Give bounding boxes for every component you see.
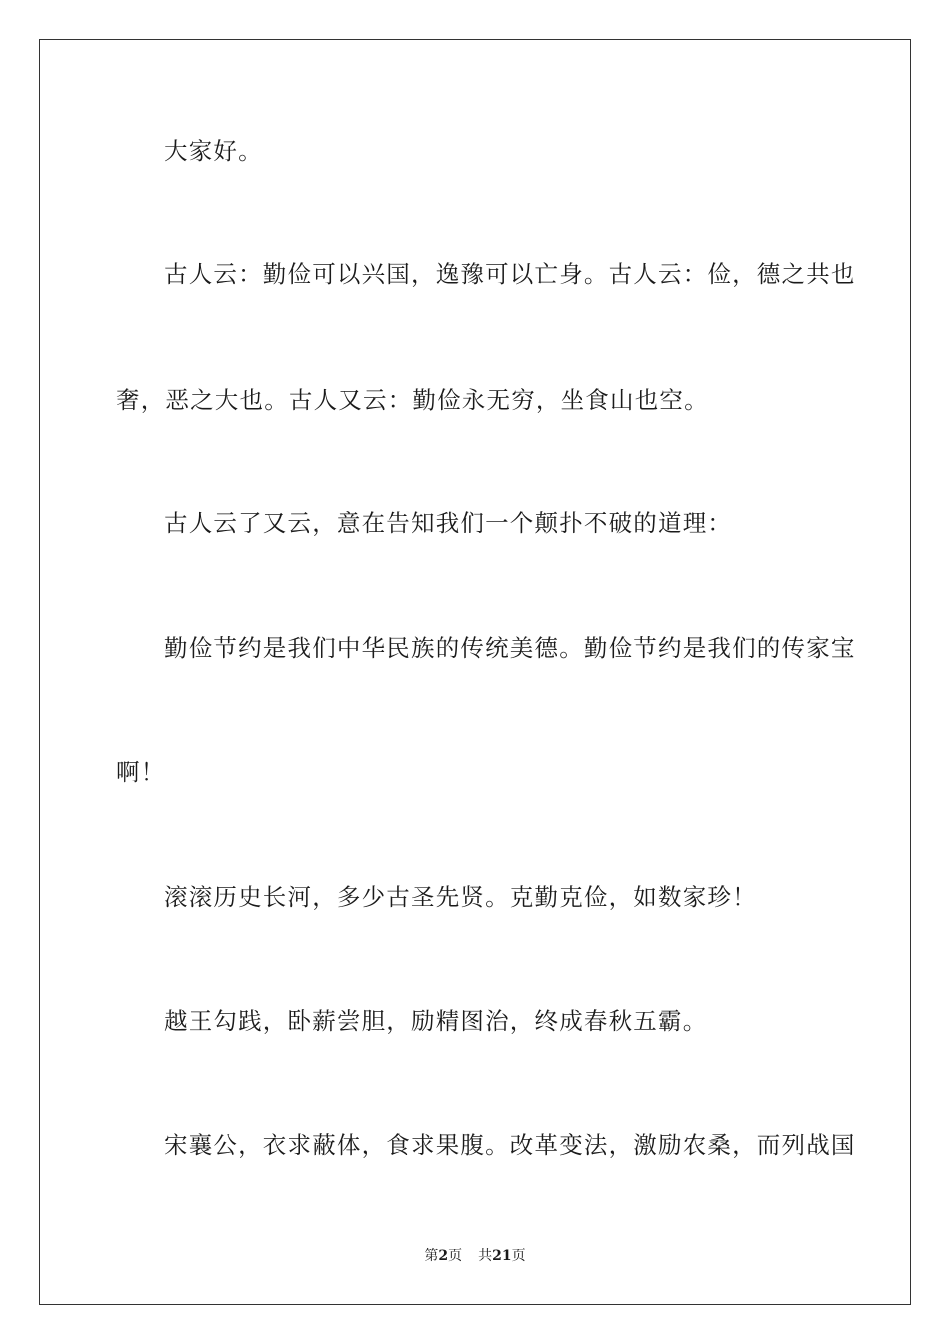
paragraph-line: 越王勾践，卧薪尝胆，励精图治，终成春秋五霸。 xyxy=(164,1007,708,1035)
total-suffix: 页 xyxy=(511,1248,526,1264)
page-number: 2 xyxy=(438,1248,449,1264)
paragraph-line: 宋襄公，衣求蔽体，食求果腹。改革变法，激励农桑，而列战国 xyxy=(164,1131,856,1159)
paragraph-line: 啊！ xyxy=(116,758,166,786)
paragraph-line: 奢，恶之大也。古人又云：勤俭永无穷，坐食山也空。 xyxy=(116,386,709,414)
total-prefix: 共 xyxy=(478,1248,493,1264)
paragraph-line: 古人云了又云，意在告知我们一个颠扑不破的道理： xyxy=(164,509,733,537)
paragraph-line: 古人云：勤俭可以兴国，逸豫可以亡身。古人云：俭，德之共也 xyxy=(164,260,856,288)
paragraph-line: 滚滚历史长河，多少古圣先贤。克勤克俭，如数家珍！ xyxy=(164,883,757,911)
total-pages: 21 xyxy=(492,1248,512,1264)
page-prefix: 第 xyxy=(424,1248,439,1264)
page-suffix: 页 xyxy=(448,1248,463,1264)
page-footer xyxy=(0,1247,950,1265)
page-border xyxy=(39,39,911,1305)
greeting-line: 大家好。 xyxy=(164,137,263,165)
paragraph-line: 勤俭节约是我们中华民族的传统美德。勤俭节约是我们的传家宝 xyxy=(164,634,856,662)
